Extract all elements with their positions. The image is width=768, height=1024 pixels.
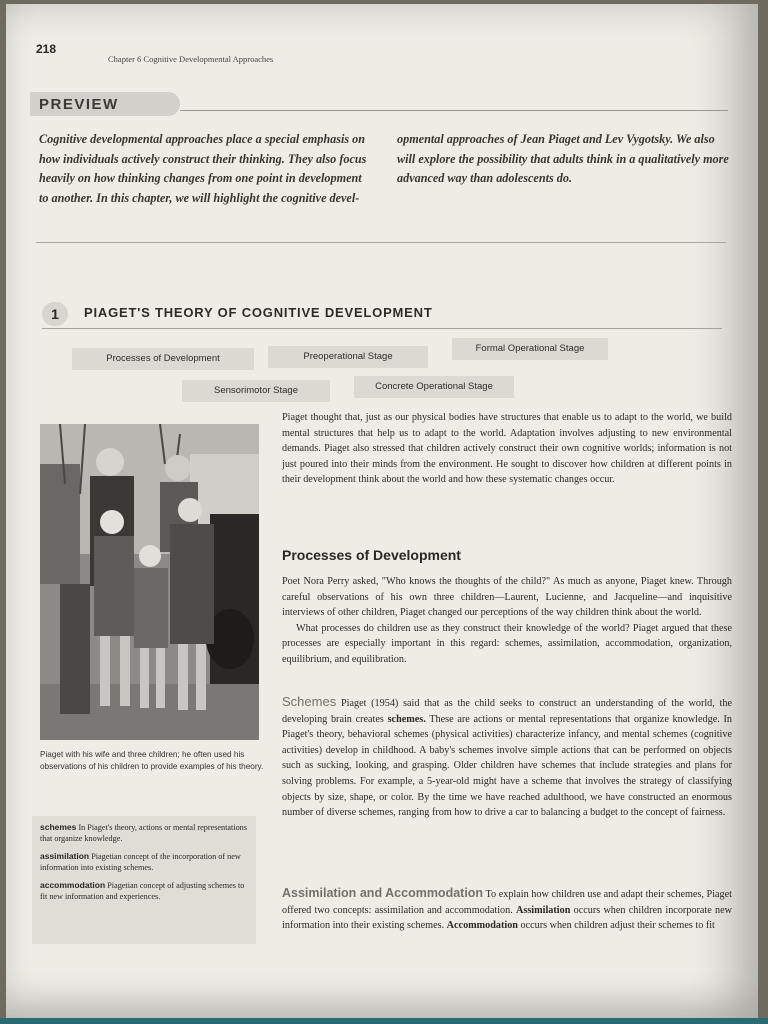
topic-tab-preoperational: Preoperational Stage xyxy=(268,346,428,368)
schemes-paragraph: Schemes Piaget (1954) said that as the child seeks to construct an understanding of the world, the developing brain creates schemes. These are actions or mental representations that organize knowledge. In Piaget's theory, behavioral schemes (physical activities) characterize infancy, and mental schemes (cognitive activities) develop in childhood. A baby's schemes involve simple actions that can be performed on objects such as sucking, looking, and grasping. Older children have schemes that include strategies and plans for solving problems. For example, a 5-year-old might have a scheme that involves the strategy of classifying objects by size, shape, or color. By the time we have reached adulthood, we have constructed an enormous number of diverse schemes, ranging from how to drive a car to balancing a budget to the concept of fairness. xyxy=(282,694,732,819)
glossary-entry: schemes In Piaget's theory, actions or mental representations that organize knowledge. xyxy=(40,822,247,843)
preview-title: PREVIEW xyxy=(39,96,119,113)
glossary-entry: accommodation Piagetian concept of adjusting schemes to fit new information and experiences. xyxy=(40,880,245,901)
glossary-entry: assimilation Piagetian concept of the incorporation of new information into existing schemes. xyxy=(40,851,241,872)
page-number: 218 xyxy=(36,42,57,56)
processes-text xyxy=(282,574,732,668)
section-number: 1 xyxy=(42,302,68,326)
topic-tab-formal-operational: Formal Operational Stage xyxy=(452,338,608,360)
topic-tab-processes: Processes of Development xyxy=(72,348,254,370)
glossary-box xyxy=(32,816,256,944)
paragraph: What processes do children use as they construct their knowledge of the world? Piaget argued that these processes are especially important in this regard: schemes, assimilation, accommodation, organization, equilibrium, and equilibration. xyxy=(282,622,732,665)
topic-tab-sensorimotor: Sensorimotor Stage xyxy=(182,380,330,402)
divider xyxy=(36,242,726,243)
topic-tab-concrete-operational: Concrete Operational Stage xyxy=(354,376,514,398)
paragraph: Poet Nora Perry asked, "Who knows the thoughts of the child?" As much as anyone, Piaget knew. Through careful observations of his own three children—Laurent, Lucienne, and Jacqueline—and inquisitive interviews of other children, Piaget changed our perceptions of the way children think about the world. xyxy=(282,576,732,619)
bottom-edge xyxy=(0,1018,768,1024)
divider xyxy=(180,110,728,111)
divider xyxy=(42,328,722,329)
chapter-title: Chapter 6 Cognitive Developmental Approaches xyxy=(108,54,274,64)
runin-heading-schemes: Schemes xyxy=(282,694,337,709)
running-head xyxy=(36,42,736,64)
family-photo xyxy=(40,424,259,740)
photo-caption: Piaget with his wife and three children; he often used his observations of his children to provide examples of his theory. xyxy=(40,750,264,771)
assimilation-paragraph: Assimilation and Accommodation To explain how children use and adapt their schemes, Piaget offered two concepts: assimilation and accommodation. Assimilation occurs when children incorporate new information into their existing schemes. Accommodation occurs when children adjust their schemes to fit xyxy=(282,886,732,932)
intro-paragraph: Piaget thought that, just as our physical bodies have structures that enable us to adapt to the world, we build mental structures that help us to adapt to the world. Adaptation involves adjusting to new environmental demands. Piaget also stressed that children actively construct their own cognitive worlds; information is not just poured into their minds from the environment. He sought to discover how children at different points in their development think about the world and how these systematic changes occur. xyxy=(282,412,732,486)
preview-left-column: Cognitive developmental approaches place a special emphasis on how individuals actively construct their thinking. They also focus heavily on how thinking changes from one point in development to another. In this chapter, we will highlight the cognitive devel- xyxy=(39,132,367,205)
runin-heading-assimilation: Assimilation and Accommodation xyxy=(282,886,484,900)
section-title: PIAGET'S THEORY OF COGNITIVE DEVELOPMENT xyxy=(84,305,433,320)
book-page xyxy=(6,4,758,1018)
preview-right-column: opmental approaches of Jean Piaget and Lev Vygotsky. We also will explore the possibility that adults think in a qualitatively more advanced way than adolescents do. xyxy=(397,132,729,185)
subsection-heading: Processes of Development xyxy=(282,547,461,563)
